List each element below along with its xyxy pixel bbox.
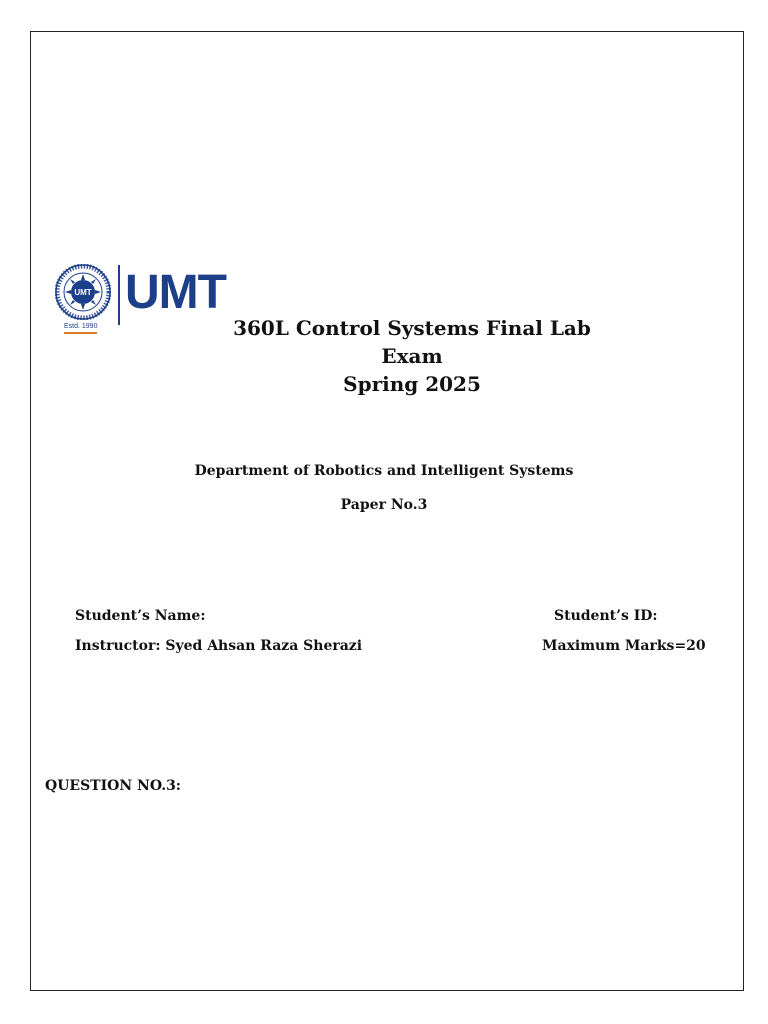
department-name: Department of Robotics and Intelligent Systems <box>194 463 574 479</box>
university-seal-icon <box>55 264 111 320</box>
question-heading: QUESTION NO.3: <box>45 778 181 794</box>
exam-title-line2: Spring 2025 <box>343 372 481 396</box>
seal-text: UMT <box>74 288 92 297</box>
logo-divider <box>118 265 120 325</box>
exam-title <box>200 314 624 398</box>
instructor-name: Instructor: Syed Ahsan Raza Sherazi <box>75 638 363 654</box>
umt-wordmark: UMT <box>125 266 226 319</box>
paper-number: Paper No.3 <box>340 497 428 513</box>
maximum-marks: Maximum Marks=20 <box>542 638 706 654</box>
established-year: Estd. 1990 <box>64 323 97 334</box>
student-id-label: Student’s ID: <box>554 608 658 624</box>
exam-title-line1: 360L Control Systems Final Lab Exam <box>233 316 591 368</box>
student-name-label: Student’s Name: <box>75 608 206 624</box>
